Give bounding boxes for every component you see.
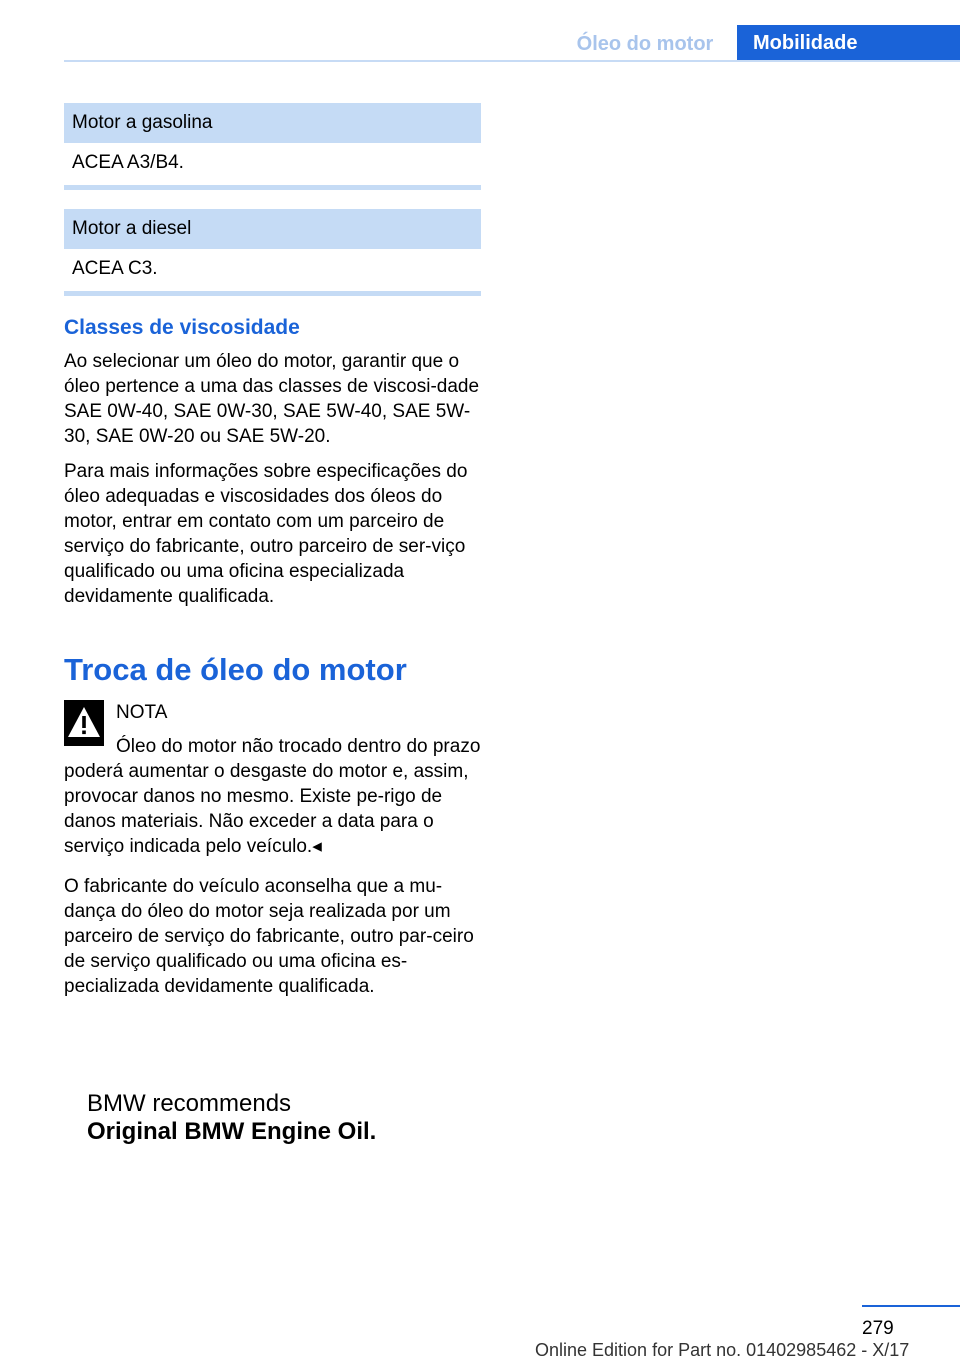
- oil-change-paragraph: O fabricante do veículo aconselha que a mu‐dança do óleo do motor seja realizada por um parceiro de serviço do fabricante, outro par‐ceiro de serviço qualificado ou uma oficina es‐pecializada devidamente qualificada.: [64, 876, 474, 997]
- spec-box-value: ACEA C3.: [72, 258, 158, 279]
- oil-change-heading: Troca de óleo do motor: [64, 652, 407, 687]
- header-chapter-tab: Mobilidade: [737, 25, 960, 61]
- viscosity-heading: Classes de viscosidade: [64, 316, 300, 339]
- warning-text: Óleo do motor não trocado dentro do prazo poderá aumentar o desgaste do motor e, assim, provocar danos no mesmo. Existe pe‐rigo de danos materiais. Não exceder a data para o serviço indicada pelo veículo.◂: [64, 736, 481, 857]
- spec-box-value: ACEA A3/B4.: [72, 152, 184, 173]
- promo-line-2: Original BMW Engine Oil.: [87, 1118, 377, 1145]
- page-number: 279: [862, 1318, 894, 1339]
- warning-title: NOTA: [116, 702, 168, 723]
- footer-edition: Online Edition for Part no. 01402985462 - X/17: [535, 1340, 910, 1360]
- spec-box-rule: [64, 185, 481, 190]
- header-rule: [64, 60, 960, 62]
- viscosity-paragraph-1: Ao selecionar um óleo do motor, garantir que o óleo pertence a uma das classes de viscosi‐dade SAE 0W-40, SAE 0W-30, SAE 5W-40, SAE 5W-30, SAE 0W-20 ou SAE 5W-20.: [64, 351, 480, 447]
- page-number-rule: [862, 1305, 960, 1307]
- spec-box-title: Motor a diesel: [64, 209, 481, 249]
- spec-box-gasoline: [64, 103, 481, 190]
- spec-box-diesel: [64, 209, 481, 296]
- spec-box-title: Motor a gasolina: [64, 103, 481, 143]
- viscosity-paragraph-2: Para mais informações sobre especificações do óleo adequadas e viscosidades dos óleos do motor, entrar em contato com um parceiro de serviço do fabricante, outro parceiro de ser‐viço qualificado ou uma oficina especializada devidamente qualificada.: [64, 461, 468, 607]
- spec-box-rule: [64, 291, 481, 296]
- header-section-label: Óleo do motor: [576, 33, 714, 55]
- oil-promo: [87, 1090, 376, 1146]
- promo-line-1: BMW recommends: [87, 1090, 292, 1117]
